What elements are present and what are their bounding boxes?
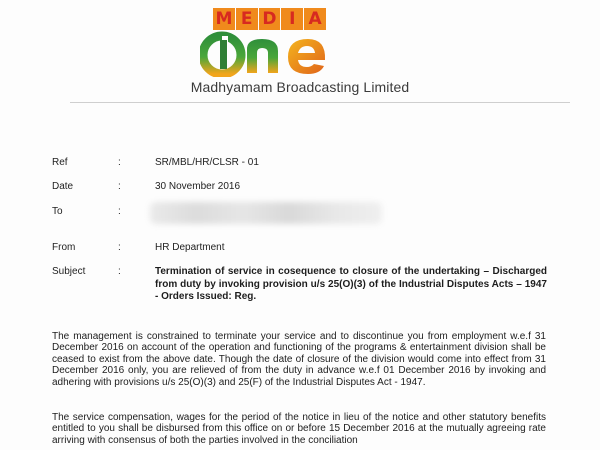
brand-letter: I (281, 8, 303, 30)
from-colon: : (118, 242, 121, 253)
company-name: Madhyamam Broadcasting Limited (190, 79, 410, 95)
brand-letter: M (213, 8, 235, 30)
ref-label: Ref (52, 157, 68, 168)
one-logo (200, 31, 345, 77)
date-label: Date (52, 181, 74, 192)
from-value: HR Department (155, 242, 225, 253)
letterhead-divider (70, 102, 570, 103)
to-colon: : (118, 206, 121, 217)
ref-colon: : (118, 157, 121, 168)
redacted-recipient (150, 202, 382, 224)
brand-word: one (200, 31, 202, 32)
subject-colon: : (118, 266, 121, 277)
brand-letter: E (236, 8, 258, 30)
subject-value: Termination of service in cosequence to closure of the undertaking – Discharged from duty by invoking provision u/s 25(O)(3) of the Industrial Disputes Acts – 1947 - Orders Issued: Reg. (155, 266, 547, 302)
ref-value: SR/MBL/HR/CLSR - 01 (155, 157, 259, 168)
date-colon: : (118, 181, 121, 192)
date-value: 30 November 2016 (155, 181, 241, 192)
subject-label: Subject (52, 266, 86, 277)
media-wordmark (213, 8, 327, 30)
brand-letter: A (304, 8, 326, 30)
from-label: From (52, 242, 76, 253)
brand-letter: D (259, 8, 281, 30)
body-paragraph-2: The service compensation, wages for the period of the notice in lieu of the notice and other statutory benefits entitled to you shall be disbursed from this office on or before 15 December 2016 at the mutually agreeing rate arriving with consensus of both the parties involved in the conciliation (52, 412, 546, 446)
to-label: To (52, 206, 63, 217)
body-paragraph-1: The management is constrained to terminate your service and to discontinue you from employment w.e.f 31 December 2016 on account of the operation and functioning of the programs & entertainment division shall be ceased to exist from the above date. Though the date of closure of the division would come into effect from 31 December 2016 only, you are relieved of from the duty in advance w.e.f 01 December 2016 by invoking and adhering with provisions u/s 25(O)(3) and 25(F) of the Industrial Disputes Act - 1947. (52, 331, 546, 388)
